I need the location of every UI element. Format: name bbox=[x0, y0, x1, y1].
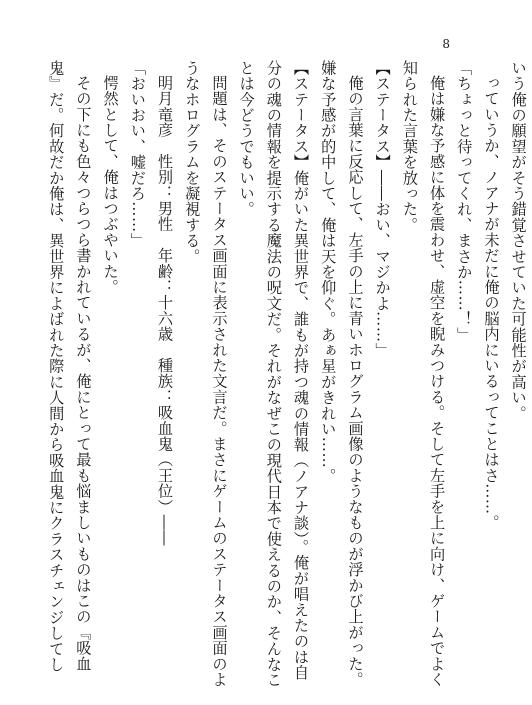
text-line: 分の魂の情報を提示する魔法の呪文だ。それがなぜこの現代日本で使えるのか、そんなこ bbox=[264, 60, 283, 688]
text-line: 鬼』だ。何故だか俺は、異世界によばれた際に人間から吸血鬼にクラスチェンジしてし bbox=[47, 60, 66, 673]
body-text bbox=[42, 60, 528, 688]
text-line: うなホログラムを凝視する。 bbox=[183, 60, 202, 265]
text-line: 「おいおい、嘘だろ……」 bbox=[128, 60, 147, 249]
text-line: いう俺の願望がそう錯覚させていた可能性が高い。 bbox=[509, 60, 528, 422]
page-number: 8 bbox=[442, 37, 450, 51]
text-line: 問題は、そのステータス画面に表示された文言だ。まさにゲームのステータス画面のよ bbox=[210, 75, 229, 688]
text-line: 【ステータス】俺がいた異世界で、誰もが持つ魂の情報（ノアナ談）。俺が唱えたのは自 bbox=[292, 60, 311, 681]
text-line: 【ステータス】――おい、マジかよ……」 bbox=[373, 60, 392, 359]
vertical-text-columns bbox=[42, 60, 532, 688]
text-line: 愕然として、俺はつぶやいた。 bbox=[101, 75, 120, 295]
text-line: っていうか、ノアナが未だに俺の脳内にいるってことはさ……。 bbox=[482, 75, 501, 531]
text-line: 嫌な予感が的中して、俺は天を仰ぐ。あぁ星がきれい……。 bbox=[319, 60, 338, 484]
text-line: 「ちょっと待ってくれ、まさか……！」 bbox=[455, 60, 474, 343]
text-line: 俺の言葉に反応して、左手の上に青いホログラム画像のようなものが浮かび上がった。 bbox=[346, 75, 365, 688]
text-line: 明月竜彦 性別：男性 年齢：十六歳 種族：吸血鬼（王位）―― bbox=[156, 75, 175, 547]
text-line: 知られた言葉を放った。 bbox=[400, 60, 419, 233]
text-line: とは今どうでもいい。 bbox=[237, 60, 256, 217]
text-line: 俺は嫌な予感に体を震わせ、虚空を睨みつける。そして左手を上に向け、ゲームでよく bbox=[428, 75, 447, 688]
text-line: その下にも色々つらつら書かれているが、俺にとって最も悩ましいものはこの『吸血 bbox=[74, 75, 93, 672]
